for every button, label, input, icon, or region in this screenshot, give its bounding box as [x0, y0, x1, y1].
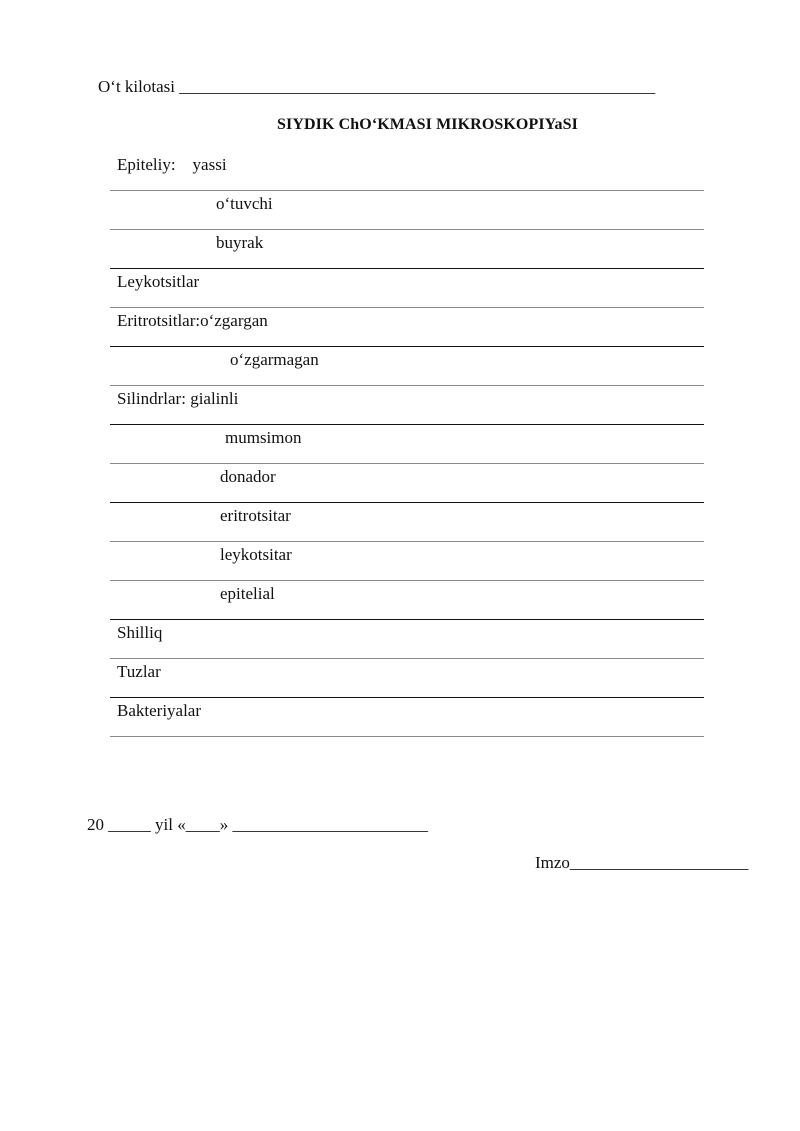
- row-label: epitelial: [220, 584, 275, 603]
- row-erythrocytes-altered: [110, 308, 704, 347]
- row-label: donador: [220, 467, 276, 486]
- bile-collection-line: O‘t kilotasi ________________________________________________________: [98, 77, 656, 96]
- row-label: o‘zgarmagan: [230, 350, 319, 369]
- row-label: Eritrotsitlar:o‘zgargan: [117, 311, 268, 330]
- form-title: SIYDIK ChO‘KMASI MIKROSKOPIYaSI: [277, 116, 578, 133]
- row-label: mumsimon: [225, 428, 302, 447]
- signature-line: Imzo_____________________: [535, 853, 749, 872]
- row-casts-waxy: [110, 425, 704, 464]
- row-casts-hyaline: [110, 386, 704, 425]
- row-casts-granular: [110, 464, 704, 503]
- row-label: Leykotsitlar: [117, 272, 200, 291]
- row-epithelium-renal: [110, 230, 704, 269]
- row-leukocytes: [110, 269, 704, 308]
- row-mucus: [110, 620, 704, 659]
- row-bacteria: [110, 698, 704, 737]
- row-label: Shilliq: [117, 623, 163, 642]
- row-label: buyrak: [216, 233, 264, 252]
- row-label: Bakteriyalar: [117, 701, 202, 720]
- row-casts-leukocyte: [110, 542, 704, 581]
- row-label: Tuzlar: [117, 662, 161, 681]
- row-salts: [110, 659, 704, 698]
- row-label: Silindrlar: gialinli: [117, 389, 239, 408]
- row-label: eritrotsitar: [220, 506, 291, 525]
- row-label: o‘tuvchi: [216, 194, 273, 213]
- row-erythrocytes-unaltered: [110, 347, 704, 386]
- row-casts-epithelial: [110, 581, 704, 620]
- microscopy-table: [110, 152, 704, 737]
- row-label: leykotsitar: [220, 545, 292, 564]
- row-casts-erythrocyte: [110, 503, 704, 542]
- row-epithelium-flat: [110, 152, 704, 191]
- date-line: 20 _____ yil «____» _______________________: [87, 815, 428, 834]
- row-epithelium-transitional: [110, 191, 704, 230]
- row-label: Epiteliy: yassi: [117, 155, 227, 174]
